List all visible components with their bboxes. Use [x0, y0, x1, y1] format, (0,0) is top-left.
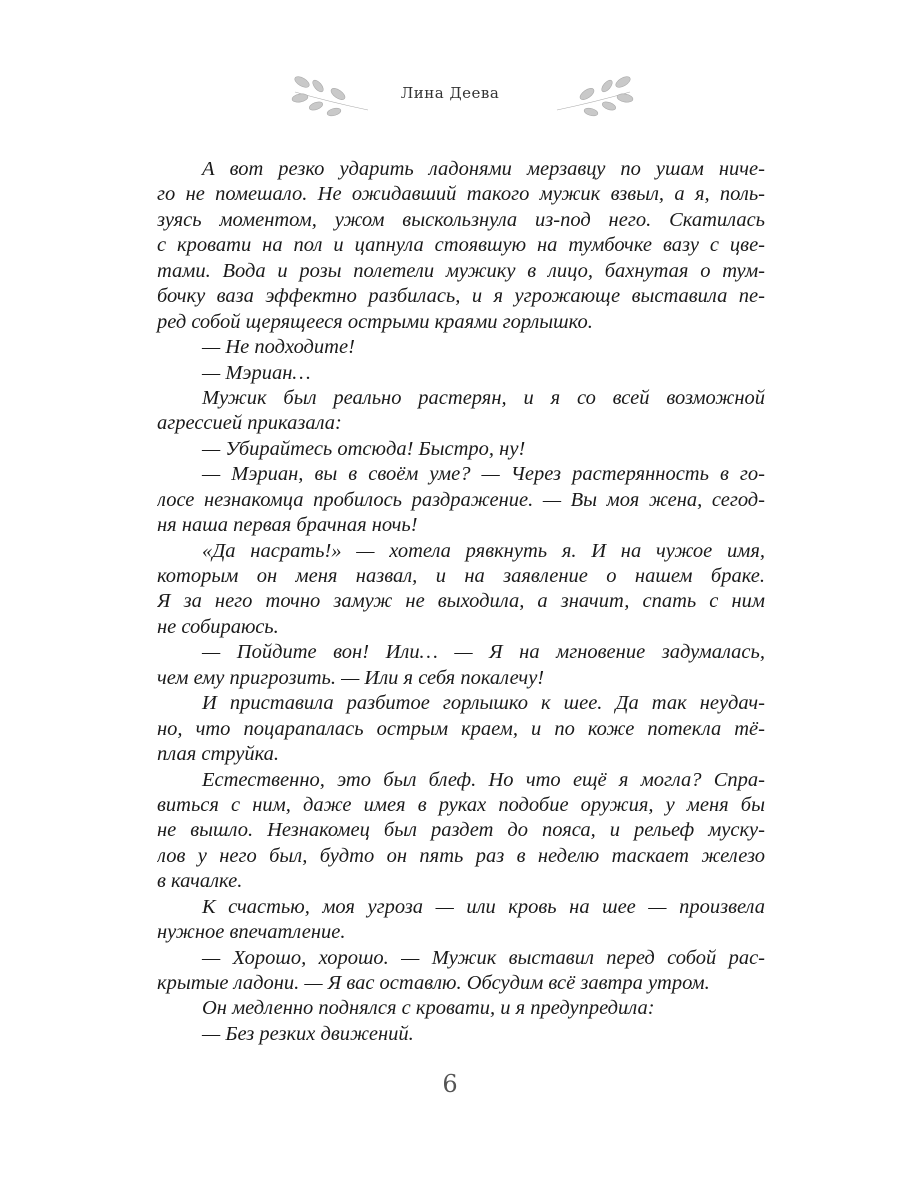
text-line: которым он меня назвал, и на заявление о нашем браке. — [157, 565, 765, 587]
text-line: — Не подходите! — [202, 336, 355, 359]
text-line: виться с ним, даже имея в руках подобие оружия, у меня бы — [157, 793, 765, 816]
text-line: с кровати на пол и цапнула стоявшую на тумбочке вазу с цве- — [157, 234, 765, 257]
text-line: Он медленно поднялся с кровати, и я предупредила: — [202, 997, 655, 1020]
text-line: Я за него точно замуж не выходила, а значит, спать с ним — [157, 590, 765, 613]
text-line: не собираюсь. — [157, 615, 279, 638]
leaf-ornament-right-icon — [555, 72, 635, 118]
text-line: крытые ладони. — Я вас оставлю. Обсудим всё завтра утром. — [157, 972, 710, 994]
text-line: — Хорошо, хорошо. — Мужик выставил перед собой рас- — [202, 946, 765, 969]
text-line: плая струйка. — [157, 743, 280, 766]
text-line: — Мэриан, вы в своём уме? — Через растерянность в го- — [202, 463, 765, 486]
text-line: Мужик был реально растерян, и я со всей возможной — [202, 386, 765, 409]
text-line: ред собой щерящееся острыми краями горлышко. — [157, 310, 593, 333]
text-line: ня наша первая брачная ночь! — [157, 514, 418, 537]
text-line: — Мэриан… — [202, 361, 311, 384]
text-line: зуясь моментом, ужом выскользнула из-под него. Скатилась — [157, 208, 765, 231]
text-line: в качалке. — [157, 870, 243, 893]
text-line: Естественно, это был блеф. Но что ещё я могла? Спра- — [202, 768, 765, 791]
body-text — [157, 157, 765, 1047]
text-line: бочку ваза эффектно разбилась, и я угрожающе выставила пе- — [157, 285, 765, 308]
running-header — [0, 70, 900, 120]
text-line: нужное впечатление. — [157, 921, 346, 944]
text-line: лосе незнакомца пробилось раздражение. — Вы моя жена, сегод- — [157, 488, 765, 511]
text-line: — Убирайтесь отсюда! Быстро, ну! — [202, 437, 526, 460]
text-line: тами. Вода и розы полетели мужику в лицо, бахнутая о тум- — [157, 259, 765, 282]
text-line: агрессией приказала: — [157, 412, 342, 435]
text-line: — Пойдите вон! Или… — Я на мгновение задумалась, — [202, 641, 765, 664]
page-number: 6 — [442, 1070, 458, 1098]
text-line: лов у него был, будто он пять раз в неделю таскает железо — [157, 844, 765, 867]
text-line: И приставила разбитое горлышко к шее. Да так неудач- — [202, 692, 765, 715]
text-line: «Да насрать!» — хотела рявкнуть я. И на чужое имя, — [202, 539, 765, 562]
text-line: А вот резко ударить ладонями мерзавцу по ушам ниче- — [202, 158, 765, 180]
text-line: не вышло. Незнакомец был раздет до пояса, и рельеф муску- — [157, 819, 765, 842]
text-line: но, что поцарапалась острым краем, и по коже потекла тё- — [157, 717, 765, 740]
author-name: Лина Деева — [400, 84, 500, 102]
text-line: — Без резких движений. — [202, 1022, 414, 1045]
text-line: чем ему пригрозить. — Или я себя покалечу! — [157, 666, 545, 689]
text-line: К счастью, моя угроза — или кровь на шее — произвела — [202, 895, 765, 918]
text-line: го не помешало. Не ожидавший такого мужик взвыл, а я, поль- — [157, 183, 765, 206]
